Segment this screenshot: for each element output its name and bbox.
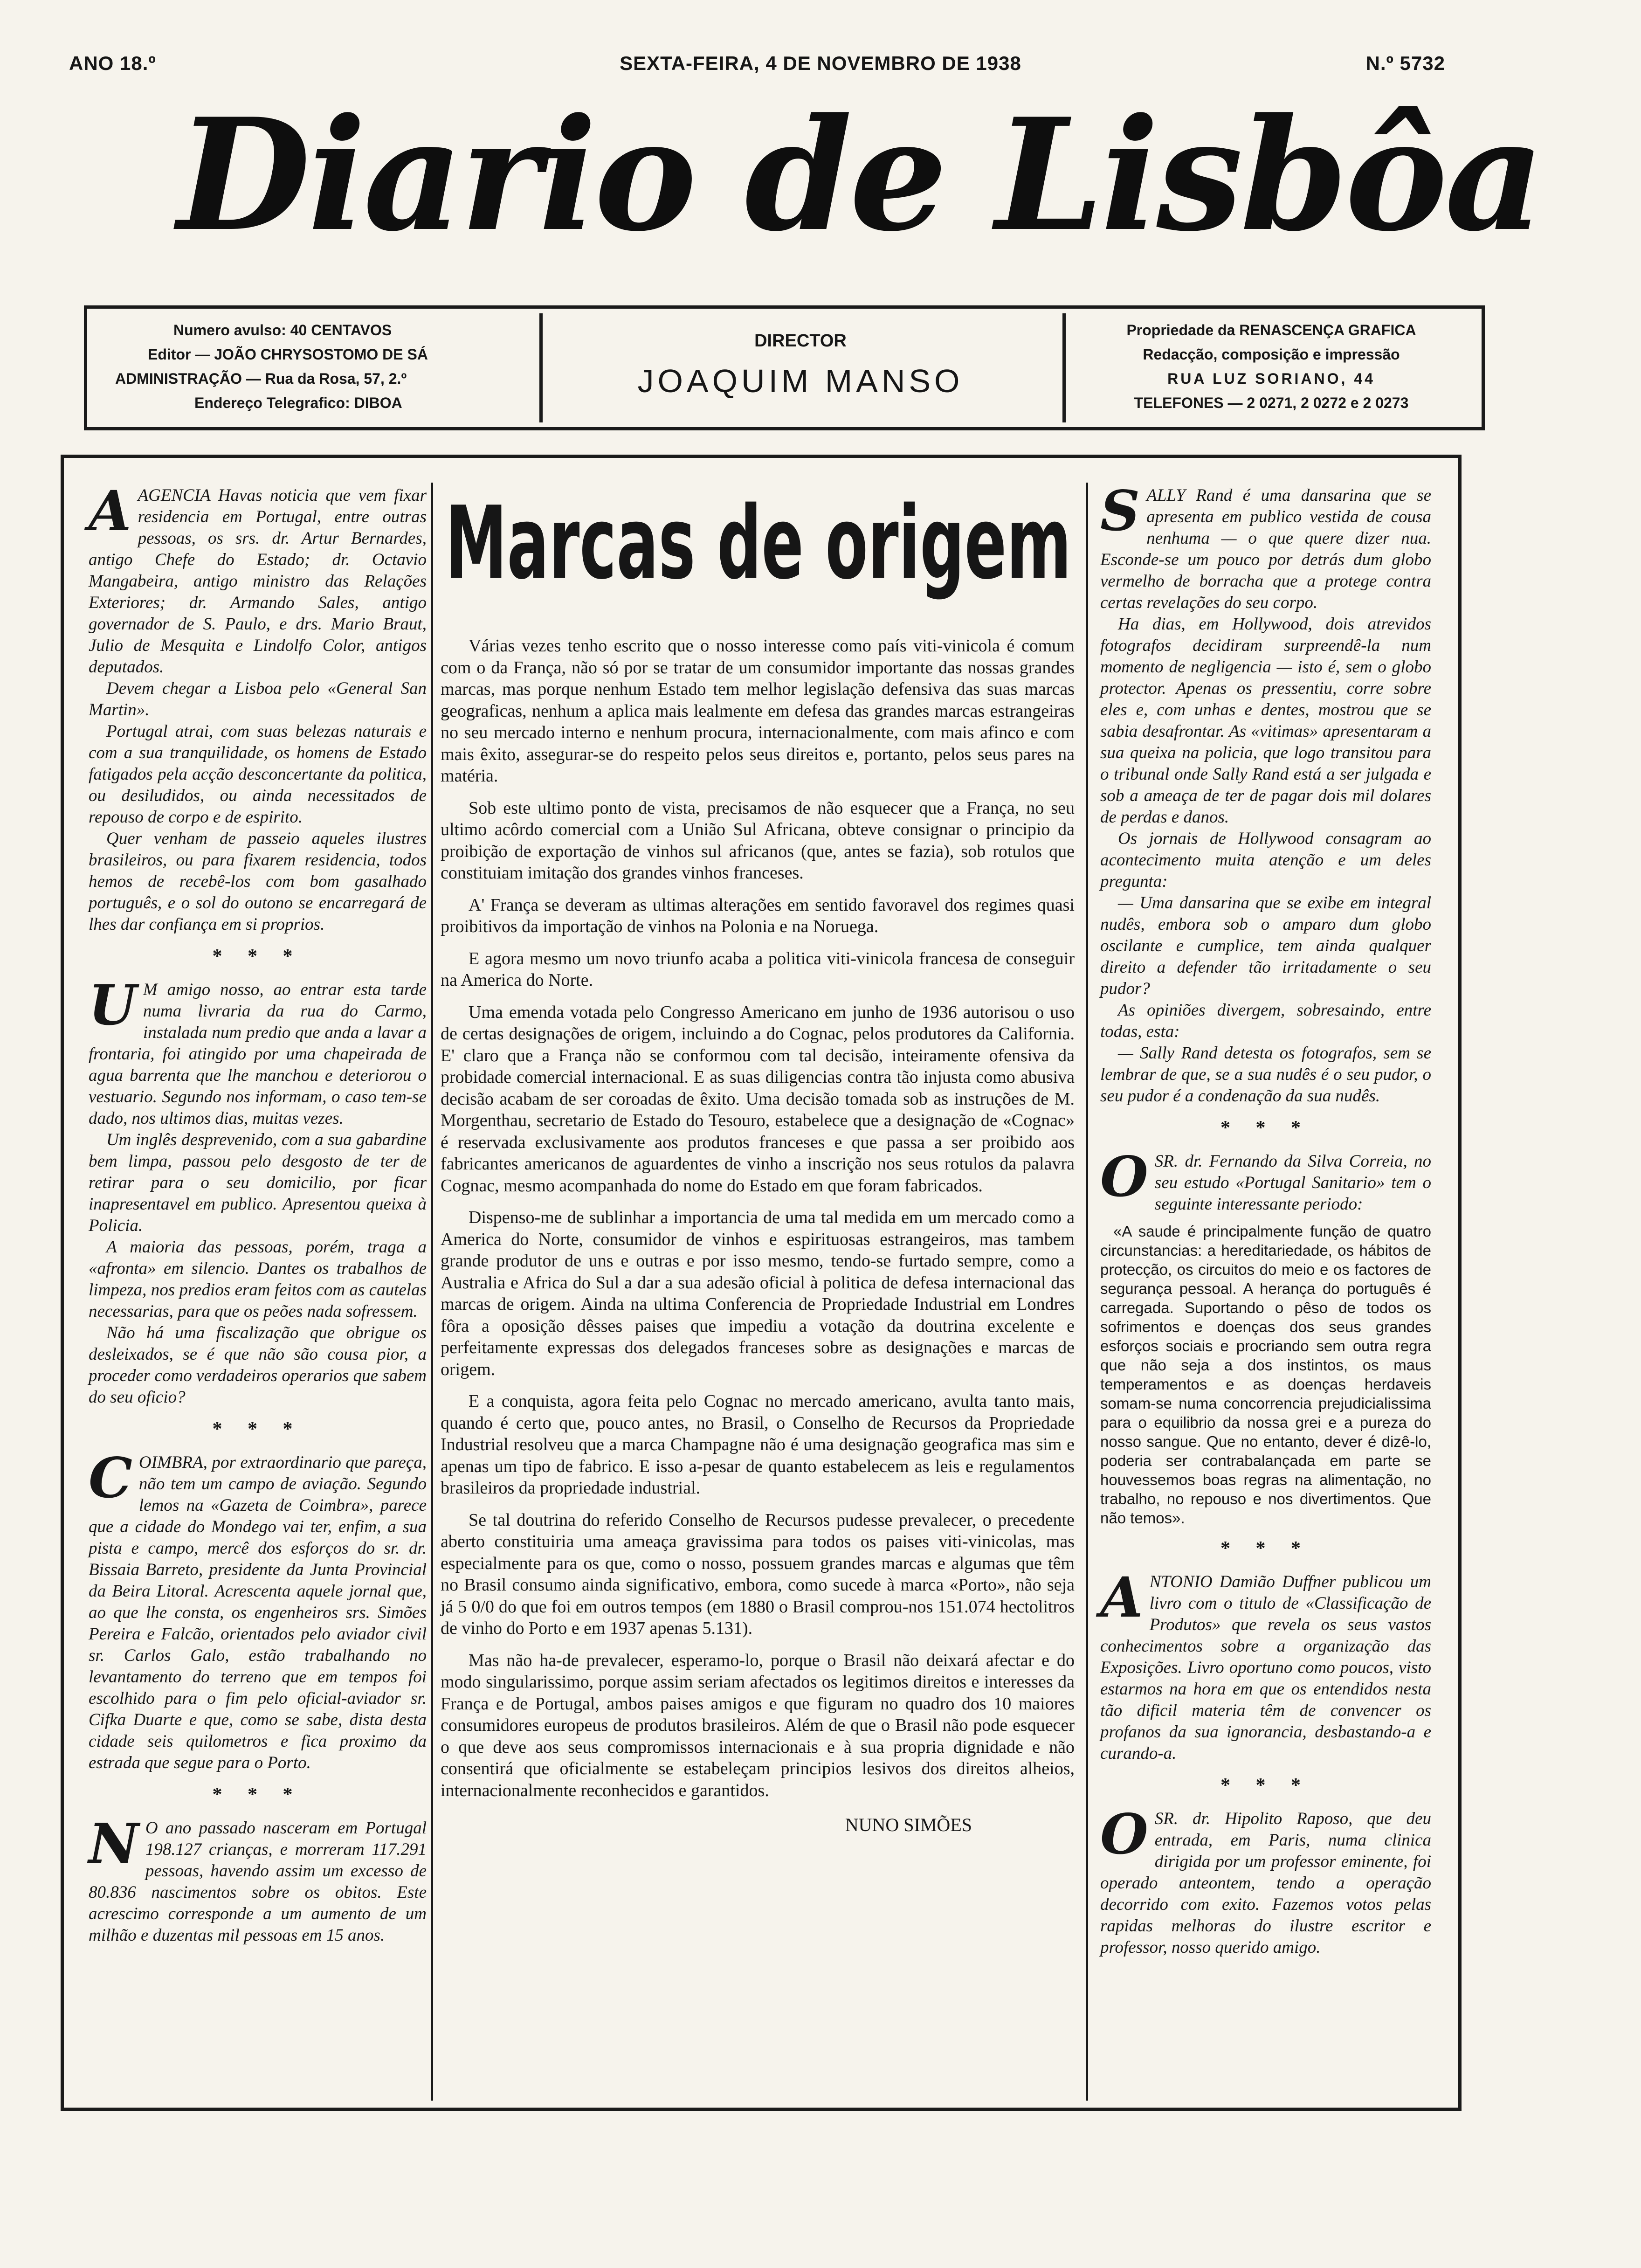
editor-line: Editor — JOÃO CHRYSOSTOMO DE SÁ	[148, 346, 428, 363]
section-separator: * * *	[1220, 1538, 1311, 1559]
paragraph: A maioria das pessoas, porém, traga a «afronta» em silencio. Dantes os trabalhos de limpeza, nos predios eram feitos com as cautelas necessarias, para que os peões nada sofressem.	[89, 1238, 427, 1321]
paragraph: ALLY Rand é uma dansarina que se apresenta em publico vestida de cousa nenhuma — o que quere dizer nua. Esconde-se um pouco por detrás dum globo vermelho de borracha que a protege contra certas revelações do seu corpo.	[1100, 486, 1431, 612]
administration-line: ADMINISTRAÇÃO — Rua da Rosa, 57, 2.º	[115, 370, 407, 387]
article-paragraph: Se tal doutrina do referido Conselho de Recursos pudesse prevalecer, o precedente aberto constituiria uma ameaça gravissima para todos os paises viti-vinicolas, mas especialmente para os que, como o nosso, possuem grandes marcas e algumas que têm no Brasil consumo ainda significativo, embora, como sucede à marca «Porto», não seja já 5 0/0 do que foi em outros tempos (em 1880 o Brasil comprou-nos 151.074 hectolitros de vinho do Porto e em 1937 apenas 5.131).	[441, 1510, 1075, 1638]
price-line: Numero avulso: 40 CENTAVOS	[173, 322, 392, 339]
quoted-passage: «A saude é principalmente função de quatro circunstancias: a hereditariedade, os hábitos de protecção, os circuitos do meio e os factores de segurança pessoal. A herança do português é carregada. Suportando o pêso de todos os sofrimentos e doenças dos seus grandes esforços sociais e procriando sem outra regra que não seja a dos instintos, os maus temperamentos e as doenças herdaveis somam-se numa concorrencia prejudicialissima para o equilibrio da nossa grei e a pureza do nosso sangue. Que no entanto, dever é dizê-lo, poderia ser contrabalançada em parte se houvessemos boas regras na alimentação, no trabalho, no repouso e nos divertimentos. Que não temos».	[1100, 1223, 1431, 1527]
paragraph: Ha dias, em Hollywood, dois atrevidos fotografos decidiram surpreendê-la num momento de negligencia — isto é, sem o globo protector. Apenas os pressentiu, corre sobre eles e, com unhas e dentes, mostrou que se sabia desafrontar. As «vitimas» apresentaram a sua queixa na policia, que logo transitou para o tribunal onde Sally Rand está a ser julgada e sob a ameaça de ter de pagar dois mil dolares de perdas e danos.	[1100, 615, 1431, 827]
issue-number: N.º 5732	[1365, 52, 1445, 74]
drop-cap: U	[89, 973, 137, 1037]
section-separator: * * *	[212, 1784, 303, 1805]
column-rule	[1086, 483, 1088, 2101]
publication-details	[87, 309, 535, 427]
news-item	[1100, 1565, 1431, 1764]
paragraph: OIMBRA, por extraordinario que pareça, não tem um campo de aviação. Segundo lemos na «Gazeta de Coimbra», parece que a cidade do Mondego vai ter, enfim, a sua pista e campo, mercê dos esforços do sr. dr. Bissaia Barreto, presidente da Junta Provincial da Beira Litoral. Acrescenta aquele jornal que, ao que lhe consta, os engenheiros srs. Simões Pereira e Falcão, orientados pelo aviador civil sr. Carlos Galo, estão trabalhando no levantamento do terreno que em tempos foi escolhido para o fim pelo oficial-aviador sr. Cifka Duarte e que, como se sabe, dista desta cidade seis quilometros e fica proximo da estrada que segue para o Porto.	[89, 1453, 427, 1772]
paragraph: — Sally Rand detesta os fotografos, sem se lembrar de que, se a sua nudês é o seu pudor, o seu pudor é a condenação da sua nudês.	[1100, 1044, 1431, 1106]
masthead-title: Diario de Lisbôa	[177, 84, 1542, 265]
drop-cap: A	[1100, 1565, 1143, 1630]
article-paragraph: Uma emenda votada pelo Congresso Americano em junho de 1936 autorisou o uso de certas designações de origem, incluindo a do Cognac, pelos produtores da California. E' claro que a França não se conformou com tal decisão, inteiramente ofensiva da probidade comercial internacional. E as suas diligencias contra tão injusta como abusiva decisão acabam de ser coroadas de êxito. Uma decisão tomada sob as instruções de M. Morgenthau, secretario de Estado do Tesouro, estabelece que a designação de «Cognac» é reservada exclusivamente aos produtos franceses e que passa a ser proibido aos fabricantes americanos de aguardentes de vinho a inscrição nos seus rotulos da palavra Cognac, mesmo acompanhada do nome do Estado em que foram fabricados.	[441, 1002, 1075, 1196]
telephones-line: TELEFONES — 2 0271, 2 0272 e 2 0273	[1134, 394, 1409, 411]
section-separator: * * *	[1220, 1117, 1311, 1139]
left-column-notes	[89, 478, 427, 1946]
newspaper-masthead	[177, 77, 1542, 273]
article-paragraph: Dispenso-me de sublinhar a importancia de uma tal medida em um mercado como a America do Norte, consumidor de vinhos e espirituosas estrangeiros, mas tambem grande produtor de uns e outras e por isso mesmo, tendo-se furtado sempre, como a Australia e Africa do Sul a dar a sua adesão oficial à politica de defesa internacional das marcas de origem. Ainda na ultima Conferencia de Propriedade Industrial em Londres fôra a oposição dêsses paises que impediu a votação da doutrina excelente e perfeitamente expressas dos delegados franceses sobre as designações e marcas de origem.	[441, 1208, 1075, 1379]
ownership-details	[1066, 309, 1476, 427]
section-separator: * * *	[1220, 1775, 1311, 1796]
paragraph: SR. dr. Hipolito Raposo, que deu entrada, em Paris, numa clinica dirigida por um professor eminente, foi operado anteontem, tendo a operação decorrido com exito. Fazemos votos pelas rapidas melhoras do ilustre escritor e professor, nosso querido amigo.	[1100, 1809, 1431, 1957]
news-item	[89, 973, 427, 1408]
article-headline: Marcas de origem	[445, 484, 1072, 602]
info-divider	[1062, 313, 1066, 422]
section-separator: * * *	[212, 946, 303, 967]
paragraph: As opiniões divergem, sobresaindo, entre todas, esta:	[1100, 1001, 1431, 1041]
paragraph: Devem chegar a Lisboa pelo «General San Martin».	[89, 679, 427, 719]
paragraph: — Uma dansarina que se exibe em integral nudês, embora sob o amparo dum globo oscilante e cumplice, tem ainda qualquer direito a defender tão irritadamente o seu pudor?	[1100, 893, 1431, 998]
drop-cap: S	[1100, 478, 1140, 543]
info-divider	[539, 313, 543, 422]
news-item	[1100, 1144, 1431, 1528]
drop-cap: O	[1100, 1144, 1148, 1209]
article-byline: NUNO SIMÕES	[845, 1814, 972, 1835]
news-item	[89, 478, 427, 935]
news-item	[89, 1445, 427, 1774]
section-separator: * * *	[212, 1418, 303, 1440]
drop-cap: C	[89, 1445, 132, 1510]
article-paragraph: A' França se deveram as ultimas alterações em sentido favoravel dos regimes quasi proibitivos da importação de vinhos na Polonia e na Noruega.	[441, 895, 1075, 936]
frame-bottom-rule	[61, 2108, 1462, 2111]
printing-line: Redacção, composição e impressão	[1143, 346, 1400, 363]
paragraph: Não há uma fiscalização que obrigue os desleixados, se é que não são cousa pior, a proceder como verdadeiros operarios que sabem do seu oficio?	[89, 1323, 427, 1407]
article-paragraph: Mas não ha-de prevalecer, esperamo-lo, porque o Brasil não deixará afectar e do modo singularissimo, porque assim seriam afectados os legitimos direitos e interesses da França e de Portugal, ambos paises amigos e que figuram no quadro dos 10 maiores consumidores europeus de produtos brasileiros. Além de que o Brasil não pode esquecer o que deve aos seus compromissos internacionais e à sua propria dignidade e não consentirá que oficialmente se estabeleçam principios lesivos dos direitos alheios, internacionalmente reconhecidos e garantidos.	[441, 1650, 1075, 1800]
article-paragraph: E agora mesmo um novo triunfo acaba a politica viti-vinicola francesa de conseguir na America do Norte.	[441, 948, 1075, 990]
paragraph: Quer venham de passeio aqueles ilustres brasileiros, ou para fixarem residencia, todos hemos de recebê-los com bom gasalhado português, e o sol do outono se encarregará de lhes dar confiança em si proprios.	[89, 829, 427, 934]
drop-cap: N	[89, 1811, 139, 1876]
article-paragraph: Várias vezes tenho escrito que o nosso interesse como país viti-vinicola é comum com o da França, não só por se tratar de um consumidor importante das nossas grandes marcas, mas porque nenhum Estado tem melhor legislação defensiva das suas marcas geograficas, nenhum a aplica mais lealmente em defesa das grandes marcas estrangeiras no seu mercado interno e nenhum procura, internacionalmente, com mais afinco e com mais êxito, assegurar-se do respeito pelos seus direitos e, portanto, pelos seus pares na matéria.	[441, 636, 1075, 786]
telegraph-line: Endereço Telegrafico: DIBOA	[194, 394, 402, 411]
column-rule	[431, 483, 433, 2101]
director-label: DIRECTOR	[754, 331, 847, 351]
ownership-line: Propriedade da RENASCENÇA GRAFICA	[1126, 322, 1416, 339]
drop-cap: A	[89, 478, 131, 543]
publication-info-box	[84, 305, 1485, 430]
address-line: RUA LUZ SORIANO, 44	[1167, 370, 1375, 387]
issue-date: SEXTA-FEIRA, 4 DE NOVEMBRO DE 1938	[620, 52, 1021, 74]
paragraph: SR. dr. Fernando da Silva Correia, no seu estudo «Portugal Sanitario» tem o seguinte interessante periodo:	[1154, 1152, 1431, 1214]
news-item	[1100, 1802, 1431, 1958]
paragraph: Um inglês desprevenido, com a sua gabardine bem limpa, passou pelo desgosto de ter de retirar para o seu domicilio, por ficar inapresentavel em publico. Apresentou queixa à Policia.	[89, 1130, 427, 1235]
director-name: JOAQUIM MANSO	[637, 363, 964, 399]
paragraph: Os jornais de Hollywood consagram ao acontecimento muita atenção e um deles pregunta:	[1100, 829, 1431, 891]
main-article	[441, 485, 1075, 1836]
volume-label: ANO 18.º	[69, 52, 156, 74]
paragraph: AGENCIA Havas noticia que vem fixar residencia em Portugal, entre outras pessoas, os srs. dr. Artur Bernardes, antigo Chefe do Estado; dr. Octavio Mangabeira, antigo ministro das Relações Exteriores; dr. Armando Sales, antigo governador de S. Paulo, e drs. Mario Braut, Julio de Mesquita e Lindolfo Color, antigos deputados.	[89, 486, 427, 677]
drop-cap: O	[1100, 1802, 1148, 1867]
news-item	[89, 1811, 427, 1946]
article-paragraph: Sob este ultimo ponto de vista, precisamos de não esquecer que a França, no seu ultimo acôrdo comercial com a União Sul Africana, obteve consignar o principio da proibição de exportação de vinhos sul africanos (que, antes se fazia), sob rotulos que constituiam imitação dos grandes vinhos franceses.	[441, 798, 1075, 883]
paragraph: O ano passado nasceram em Portugal 198.127 crianças, e morreram 117.291 pessoas, havendo assim um excesso de 80.836 nascimentos sobre os obitos. Este acrescimo corresponde a um aumento de um milhão e duzentas mil pessoas em 15 anos.	[89, 1819, 427, 1945]
director-block	[544, 309, 1057, 427]
article-paragraph: E a conquista, agora feita pelo Cognac no mercado americano, avulta tanto mais, quando é certo que, pouco antes, no Brasil, o Conselho de Recursos da Propriedade Industrial resolveu que a marca Champagne não é uma designação geografica mas sim e apenas um tipo de fabrico. E isso a-pesar de quanto estabelecem as leis e regulamentos brasileiros da propriedade industrial.	[441, 1391, 1075, 1498]
news-item	[1100, 478, 1431, 1107]
right-column-notes	[1100, 478, 1431, 1958]
paragraph: Portugal atrai, com suas belezas naturais e com a sua tranquilidade, os homens de Estado fatigados pela acção desconcertante da politica, ou desiludidos, ou ainda necessitados de repouso de corpo e de espirito.	[89, 722, 427, 827]
paragraph: NTONIO Damião Duffner publicou um livro com o titulo de «Classificação de Produtos» que revela os seus vastos conhecimentos sobre a organização das Exposições. Livro oportuno como poucos, visto estarmos na hora em que os entendidos nesta tão dificil materia têm de convencer os profanos da sua ignorancia, desbastando-a e curando-a.	[1100, 1572, 1431, 1763]
paragraph: M amigo nosso, ao entrar esta tarde numa livraria da rua do Carmo, instalada num predio que anda a lavar a frontaria, foi atingido por uma chapeirada de agua barrenta que lhe manchou e deteriorou o vestuario. Segundo nos informam, o caso tem-se dado, nos ultimos dias, muitas vezes.	[89, 980, 427, 1128]
